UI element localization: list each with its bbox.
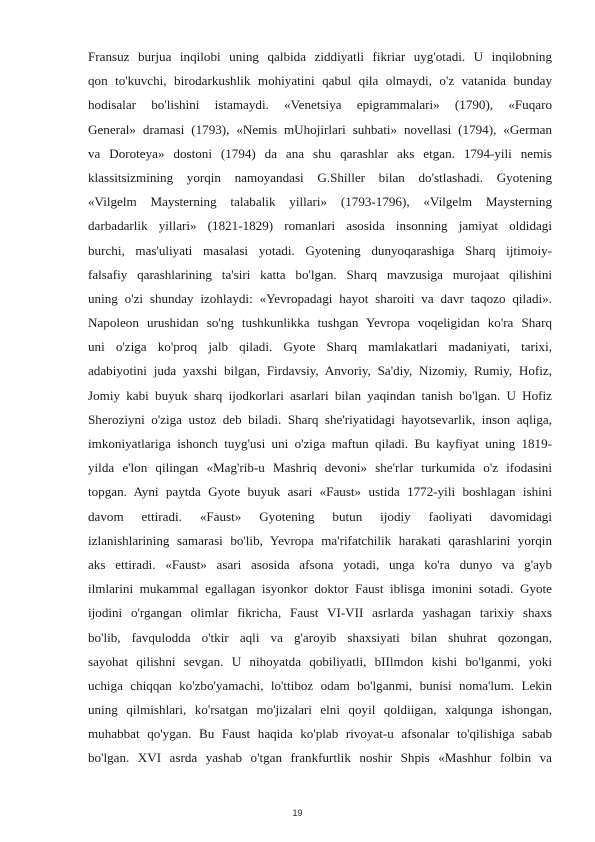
text-line: darbadarlik yillari» (1821-1829) romanlari asosida insonning jamiyat oldidagi: [88, 218, 552, 234]
text-line: davom ettiradi. «Faust» Gyotening butun ijodiy faoliyati davomidagi: [88, 508, 552, 524]
text-line: va Doroteya» dostoni (1794) da ana shu qarashlar aks etgan. 1794-yili nemis: [88, 145, 552, 161]
text-line: adabiyotini juda yaxshi bilgan, Firdavsiy, Anvoriy, Sa'diy, Nizomiy, Rumiy, Hofiz,: [88, 363, 552, 379]
body-text: [88, 45, 552, 771]
text-line: imkoniyatlariga ishonch tuyg'usi uni o'ziga maftun qiladi. Bu kayfiyat uning 1819-: [88, 436, 552, 451]
text-line: Napoleon urushidan so'ng tushkunlikka tushgan Yevropa voqeligidan ko'ra Sharq: [88, 315, 552, 331]
text-line: burchi, mas'uliyati masalasi yotadi. Gyotening dunyoqarashiga Sharq ijtimoiy-: [88, 242, 552, 258]
text-line: Sheroziyni o'ziga ustoz deb biladi. Sharq she'riyatidagi hayotsevarlik, inson aqliga,: [88, 411, 552, 427]
text-line: muhabbat qo'ygan. Bu Faust haqida ko'plab rivoyat-u afsonalar to'qilishiga sabab: [88, 726, 552, 742]
text-line: sayohat qilishni sevgan. U nihoyatda qobiliyatli, bIIlmdon kishi bo'lganmi, yoki: [88, 653, 552, 669]
text-line: uning qilmishlari, ko'rsatgan mo'jizalari elni qoyil qoldiigan, xalqunga ishongan,: [88, 702, 552, 718]
text-line: bo'lgan. XVI asrda yashab o'tgan frankfurtlik noshir Shpis «Mashhur folbin va: [88, 750, 552, 766]
text-line: ilmlarini mukammal egallagan isyonkor doktor Faust iblisga imonini sotadi. Gyote: [88, 581, 552, 597]
text-line: hodisalar bo'lishini istamaydi. «Venetsiya epigrammalari» (1790), «Fuqaro: [88, 97, 552, 113]
text-line: topgan. Ayni paytda Gyote buyuk asari «Faust» ustida 1772-yili boshlagan ishini: [88, 484, 552, 500]
text-line: «Vilgelm Maysterning talabalik yillari» (1793-1796), «Vilgelm Maysterning: [88, 194, 552, 210]
page-number: 19: [292, 808, 303, 818]
text-line: qon to'kuvchi, birodarkushlik mohiyatini qabul qila olmaydi, o'z vatanida bunday: [88, 73, 552, 89]
text-line: Jomiy kabi buyuk sharq ijodkorlari asarlari bilan yaqindan tanish bo'lgan. U Hofiz: [88, 387, 552, 403]
text-line: ijodini o'rgangan olimlar fikricha, Faust VI-VII asrlarda yashagan tarixiy shaxs: [88, 605, 552, 621]
text-line: uning o'zi shunday izohlaydi: «Yevropadagi hayot sharoiti va davr taqozo qiladi».: [88, 290, 552, 306]
text-line: uchiga chiqqan ko'zbo'yamachi, lo'ttiboz odam bo'lganmi, bunisi noma'lum. Lekin: [88, 677, 552, 693]
text-line: izlanishlarining samarasi bo'lib, Yevropa ma'rifatchilik harakati qarashlarini yorqin: [88, 532, 552, 548]
text-line: yilda e'lon qilingan «Mag'rib-u Mashriq devoni» she'rlar turkumida o'z ifodasini: [88, 460, 552, 476]
text-line: falsafiy qarashlarining ta'siri katta bo'lgan. Sharq mavzusiga murojaat qilishini: [88, 266, 552, 282]
text-line: General» dramasi (1793), «Nemis mUhojirlari suhbati» novellasi (1794), «German: [88, 121, 552, 137]
text-line: bo'lib, favqulodda o'tkir aqli va g'aroyib shaxsiyati bilan shuhrat qozongan,: [88, 629, 552, 645]
text-line: klassitsizmining yorqin namoyandasi G.Shiller bilan do'stlashadi. Gyotening: [88, 169, 552, 185]
text-line: Fransuz burjua inqilobi uning qalbida ziddiyatli fikriar uyg'otadi. U inqilobning: [88, 49, 552, 64]
text-line: uni o'ziga ko'proq jalb qiladi. Gyote Sharq mamlakatlari madaniyati, tarixi,: [88, 339, 552, 355]
text-line: aks ettiradi. «Faust» asari asosida afsona yotadi, unga ko'ra dunyo va g'ayb: [88, 556, 552, 572]
